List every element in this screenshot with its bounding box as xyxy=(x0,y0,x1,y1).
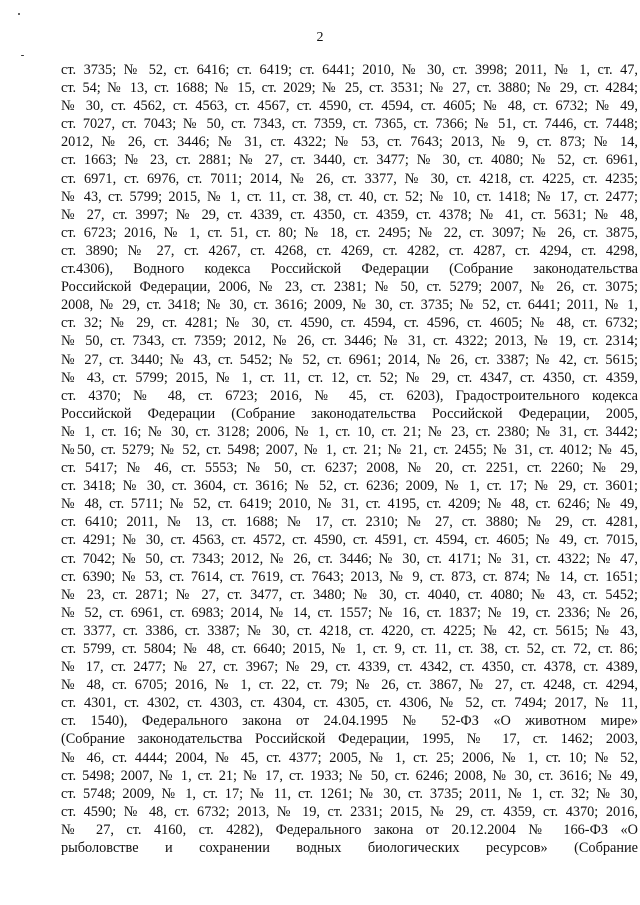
text-line: ст. 6410; 2011, № 13, ст. 1688; № 17, ст. 2310; № 27, ст. 3880; № 29, ст. 4281, xyxy=(61,514,638,531)
text-line: ст. 3890; № 27, ст. 4267, ст. 4268, ст. 4269, ст. 4282, ст. 4287, ст. 4294, ст. 4298, xyxy=(61,242,638,259)
text-line: ст. 7027, ст. 7043; № 50, ст. 7343, ст. 7359, ст. 7365, ст. 7366; № 51, ст. 7446, ст. 7448; xyxy=(61,116,638,133)
text-line: ст. 5799, ст. 5804; № 48, ст. 6640; 2015, № 1, ст. 9, ст. 11, ст. 38, ст. 52, ст. 72, ст. 86; xyxy=(61,641,638,657)
scan-artifact-dot xyxy=(18,13,20,15)
text-line: № 43, ст. 5799; 2015, № 1, ст. 11, ст. 38, ст. 40, ст. 52; № 10, ст. 1418; № 17, ст. 2477; xyxy=(61,188,638,205)
text-line: ст. 6723; 2016, № 1, ст. 51, ст. 80; № 18, ст. 2495; № 22, ст. 3097; № 26, ст. 3875, xyxy=(61,224,638,241)
text-line: ст. 4301, ст. 4302, ст. 4303, ст. 4304, ст. 4305, ст. 4306, № 52, ст. 7494; 2017, № 11, xyxy=(61,695,638,712)
text-line: Российской Федерации, 2006, № 23, ст. 2381; № 50, ст. 5279; 2007, № 26, ст. 3075; xyxy=(61,279,638,296)
text-line: № 17, ст. 2477; № 27, ст. 3967; № 29, ст. 4339, ст. 4342, ст. 4350, ст. 4378, ст. 4389, xyxy=(61,659,638,676)
text-line: ст. 3735; № 52, ст. 6416; ст. 6419; ст. 6441; 2010, № 30, ст. 3998; 2011, № 1, ст. 47, xyxy=(61,62,638,78)
scan-artifact-dash xyxy=(21,55,24,56)
document-body-text xyxy=(61,61,639,857)
text-line: № 43, ст. 5799; 2015, № 1, ст. 11, ст. 12, ст. 52; № 29, ст. 4347, ст. 4350, ст. 4359, xyxy=(61,369,638,386)
text-line: № 27, ст. 4160, ст. 4282), Федерального закона от 20.12.2004 № 166-ФЗ «О xyxy=(61,821,638,838)
text-line: ст. 6390; № 53, ст. 7614, ст. 7619, ст. 7643; 2013, № 9, ст. 873, ст. 874; № 14, ст. 1651; xyxy=(61,568,638,585)
text-line: 2012, № 26, ст. 3446; № 31, ст. 4322; № 53, ст. 7643; 2013, № 9, ст. 873; № 14, xyxy=(61,134,638,151)
text-line: № 27, ст. 3440; № 43, ст. 5452; № 52, ст. 6961; 2014, № 26, ст. 3387; № 42, ст. 5615; xyxy=(61,351,638,368)
text-line: ст. 3418; № 30, ст. 3604, ст. 3616; № 52, ст. 6236; 2009, № 1, ст. 17; № 29, ст. 3601; xyxy=(61,478,638,495)
text-line: ст. 3377, ст. 3386, ст. 3387; № 30, ст. 4218, ст. 4220, ст. 4225; № 42, ст. 5615; № 43, xyxy=(61,622,638,639)
text-line: № 1, ст. 16; № 30, ст. 3128; 2006, № 1, ст. 10, ст. 21; № 23, ст. 2380; № 31, ст. 3442; xyxy=(61,423,638,440)
text-line: № 48, ст. 5711; № 52, ст. 6419; 2010, № 31, ст. 4195, ст. 4209; № 48, ст. 6246; № 49, xyxy=(61,496,638,513)
page-number: 2 xyxy=(316,30,324,45)
text-line: ст. 4590; № 48, ст. 6732; 2013, № 19, ст. 2331; 2015, № 29, ст. 4359, ст. 4370; 2016, xyxy=(61,803,638,820)
text-line: № 52, ст. 6961, ст. 6983; 2014, № 14, ст. 1557; № 16, ст. 1837; № 19, ст. 2336; № 26, xyxy=(61,604,638,621)
text-line: ст. 5748; 2009, № 1, ст. 17; № 11, ст. 1261; № 30, ст. 3735; 2011, № 1, ст. 32; № 30, xyxy=(61,785,638,802)
text-line: № 50, ст. 7343, ст. 7359; 2012, № 26, ст. 3446; № 31, ст. 4322; 2013, № 19, ст. 2314; xyxy=(61,333,638,350)
text-line: ст. 32; № 29, ст. 4281; № 30, ст. 4590, ст. 4594, ст. 4596, ст. 4605; № 48, ст. 6732; xyxy=(61,315,638,332)
text-line: №50, ст. 5279; № 52, ст. 5498; 2007, № 1, ст. 21; № 21, ст. 2455; № 31, ст. 4012; № 45, xyxy=(61,441,638,458)
text-line: (Собрание законодательства Российской Федерации, 1995, № 17, ст. 1462; 2003, xyxy=(61,731,638,748)
text-line: ст. 5498; 2007, № 1, ст. 21; № 17, ст. 1933; № 50, ст. 6246; 2008, № 30, ст. 3616; № 49, xyxy=(61,767,638,784)
text-line: № 48, ст. 6705; 2016, № 1, ст. 22, ст. 79; № 26, ст. 3867, № 27, ст. 4248, ст. 4294, xyxy=(61,677,638,694)
text-line: № 27, ст. 3997; № 29, ст. 4339, ст. 4350, ст. 4359, ст. 4378; № 41, ст. 5631; № 48, xyxy=(61,206,638,223)
text-line: № 46, ст. 4444; 2004, № 45, ст. 4377; 2005, № 1, ст. 25; 2006, № 1, ст. 10; № 52, xyxy=(61,749,638,766)
text-line: ст. 1663; № 23, ст. 2881; № 27, ст. 3440, ст. 3477; № 30, ст. 4080; № 52, ст. 6961, xyxy=(61,152,638,169)
text-line: ст. 4370; № 48, ст. 6723; 2016, № 45, ст. 6203), Градостроительного кодекса xyxy=(61,387,638,404)
text-line: ст. 5417; № 46, ст. 5553; № 50, ст. 6237; 2008, № 20, ст. 2251, ст. 2260; № 29, xyxy=(61,460,638,477)
text-line: ст. 54; № 13, ст. 1688; № 15, ст. 2029; № 25, ст. 3531; № 27, ст. 3880; № 29, ст. 4284; xyxy=(61,80,638,97)
text-line: Российской Федерации (Собрание законодательства Российской Федерации, 2005, xyxy=(61,405,638,422)
text-line: ст. 1540), Федерального закона от 24.04.1995 № 52-ФЗ «О животном мире» xyxy=(61,713,638,730)
text-line: ст. 7042; № 50, ст. 7343; 2012, № 26, ст. 3446; № 30, ст. 4171; № 31, ст. 4322; № 47, xyxy=(61,550,638,567)
text-line: ст.4306), Водного кодекса Российской Федерации (Собрание законодательства xyxy=(61,261,638,278)
text-line: ст. 6971, ст. 6976, ст. 7011; 2014, № 26, ст. 3377, № 30, ст. 4218, ст. 4225, ст. 4235; xyxy=(61,170,638,187)
text-line: № 30, ст. 4562, ст. 4563, ст. 4567, ст. 4590, ст. 4594, ст. 4605; № 48, ст. 6732; № 49, xyxy=(61,98,638,115)
text-line: рыболовстве и сохранении водных биологических ресурсов» (Собрание xyxy=(61,840,638,857)
text-line: 2008, № 29, ст. 3418; № 30, ст. 3616; 2009, № 30, ст. 3735; № 52, ст. 6441; 2011, № 1, xyxy=(61,297,638,314)
text-line: ст. 4291; № 30, ст. 4563, ст. 4572, ст. 4590, ст. 4591, ст. 4594, ст. 4605; № 49, ст. 7015, xyxy=(61,532,638,549)
text-line: № 23, ст. 2871; № 27, ст. 3477, ст. 3480; № 30, ст. 4040, ст. 4080; № 43, ст. 5452; xyxy=(61,586,638,603)
